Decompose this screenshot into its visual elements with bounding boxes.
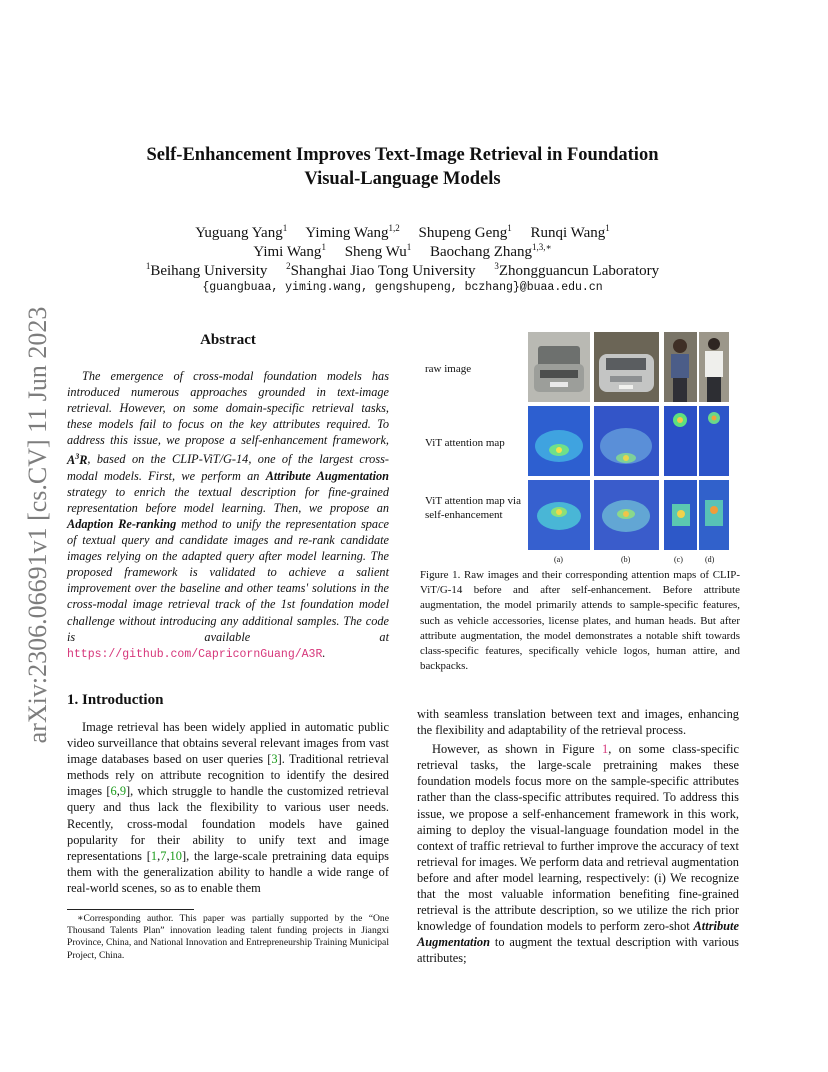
- raw-image-person-d: [699, 332, 729, 402]
- paragraph: However, as shown in Figure 1, on some class-specific retrieval tasks, the large-scale pretraining makes these foundation models focus more on the sample-specific attributes rather than the class-specific attributes required. To address this issue, we propose a self-enhancement framework in this work, aiming to deploy the visual-language foundation model in the context of traffic retrieval to further improve the accuracy of text retrieval for images. We perform data and retrieval augmentation before and after model learning, respectively: (i) We recognize that the most valuable information benefiting fine-grained retrieval is the attribute description, so we utilize the rich prior knowledge of foundation models to perform zero-shot Attribute Augmentation to augment the textual description with various attributes;: [417, 742, 739, 966]
- title-line-2: Visual-Language Models: [304, 169, 501, 189]
- affiliation: $^1$Beihang University: [145, 261, 268, 279]
- paragraph: with seamless translation between text and images, enhancing the flexibility and adaptability of the retrieval process.: [417, 707, 739, 738]
- figure-reference-link[interactable]: 1: [602, 742, 609, 757]
- section-heading-introduction: 1. Introduction: [67, 692, 164, 708]
- figure-row-label: raw image: [425, 363, 472, 375]
- affiliation: $^3$Zhongguancun Laboratory: [494, 261, 660, 279]
- footnote-rule: [67, 909, 194, 910]
- paper-title: [100, 143, 705, 191]
- enhanced-attention-map-car-a: [528, 480, 590, 550]
- author-emails: {guangbuaa, yiming.wang, gengshupeng, bczhang}@buaa.edu.cn: [202, 281, 603, 294]
- author: Yiming Wang$^{1,2}$: [305, 223, 400, 241]
- affiliations: [100, 257, 705, 281]
- attention-map-person-c: [664, 406, 697, 476]
- column-2-body: [417, 706, 739, 967]
- author: Yimi Wang$^1$: [253, 242, 326, 260]
- enhanced-attention-map-car-b: [594, 480, 659, 550]
- author: Shupeng Geng$^1$: [418, 223, 512, 241]
- author: Baochang Zhang$^{1,3,∗}$: [429, 242, 552, 260]
- citation-link[interactable]: 9: [119, 784, 127, 799]
- author: Yuguang Yang$^1$: [195, 223, 288, 241]
- attention-map-car-a: [528, 406, 590, 476]
- subfigure-label: (d): [705, 555, 715, 564]
- raw-image-person-c: [664, 332, 697, 402]
- citation-link[interactable]: 6: [110, 784, 117, 799]
- figure-row-label: ViT attention map via self-enhancement: [425, 495, 521, 521]
- figure-row-label: ViT attention map: [425, 437, 505, 449]
- citation-link[interactable]: 3: [271, 752, 278, 767]
- abstract-body: The emergence of cross-modal foundation models has introduced numerous approaches grounded in text-image retrieval. However, on some domain-specific retrieval tasks, these models fail to focus on the key attributes required. To address this issue, we propose a self-enhancement framework, $A^3R$, based on the CLIP-ViT/G-14, one of the largest cross-modal models. First, we perform an Attribute Augmentation strategy to enrich the textual description for fine-grained representation before model learning. Then, we propose an Adaption Re-ranking method to unify the representation space of textual query and candidate images and re-rank candidate images relying on the adapted query after model learning. The proposed framework is validated to achieve a salient improvement over the baseline and other teams' solutions in the cross-modal image retrieval track of the 1st foundation model challenge without introducing any additional samples. The code is available at https://github.com/CapricornGuang/A3R.: [67, 369, 390, 661]
- affiliation: $^2$Shanghai Jiao Tong University: [286, 261, 476, 279]
- introduction-body: Image retrieval has been widely applied in automatic public video surveillance that obtains several relevant images from vast image databases based on user queries [3]. Traditional retrieval methods rely on attribute recognition to identify the desired images [6,9], which struggle to handle the customized retrieval query and thus lack the flexibility to various user needs. Recently, cross-modal foundation models have gained popularity for their ability to unify text and image representations [1,7,10], the large-scale pretraining data equips them with the generalization ability to handle a wide range of real-world scenes, so as to enable them: [67, 720, 389, 895]
- figure-1: [420, 330, 740, 568]
- figure-caption: Figure 1. Raw images and their corresponding attention maps of CLIP-ViT/G-14 before and after self-enhancement. Before attribute augmentation, the model primarily attends to sample-specific features, such as vehicle accessories, license plates, and human heads. But after attribute augmentation, the model demonstrates a notable shift towards class-specific features, specifically vehicle logos, human attire, and backpacks.: [420, 569, 740, 673]
- footnote: ∗Corresponding author. This paper was partially supported by the “One Thousand Talents Plan” innovation leading talent funding projects in Jiangxi Province, China, and National Innovation and Entrepreneurship Training Municipal Project, China.: [67, 913, 389, 961]
- attention-map-car-b: [594, 406, 659, 476]
- arxiv-id: arXiv:2306.06691v1 [cs.CV] 11 Jun 2023: [23, 306, 52, 744]
- author: Runqi Wang$^1$: [530, 223, 610, 241]
- raw-image-car-a: [528, 332, 590, 402]
- enhanced-attention-map-person-d: [699, 480, 729, 550]
- attention-map-person-d: [699, 406, 729, 476]
- arxiv-stamp: [18, 290, 58, 760]
- citation-link[interactable]: 1: [150, 848, 158, 863]
- enhanced-attention-map-person-c: [664, 480, 697, 550]
- code-link[interactable]: https://github.com/CapricornGuang/A3R: [67, 647, 323, 661]
- title-line-1: Self-Enhancement Improves Text-Image Retrieval in Foundation: [146, 145, 659, 165]
- citation-link[interactable]: 7: [160, 848, 167, 863]
- raw-image-car-b: [594, 332, 659, 402]
- abstract-heading: Abstract: [200, 332, 256, 348]
- subfigure-label: (a): [554, 555, 563, 564]
- citation-link[interactable]: 10: [169, 848, 182, 863]
- subfigure-label: (c): [674, 555, 683, 564]
- author: Sheng Wu$^1$: [344, 242, 412, 260]
- subfigure-label: (b): [621, 555, 631, 564]
